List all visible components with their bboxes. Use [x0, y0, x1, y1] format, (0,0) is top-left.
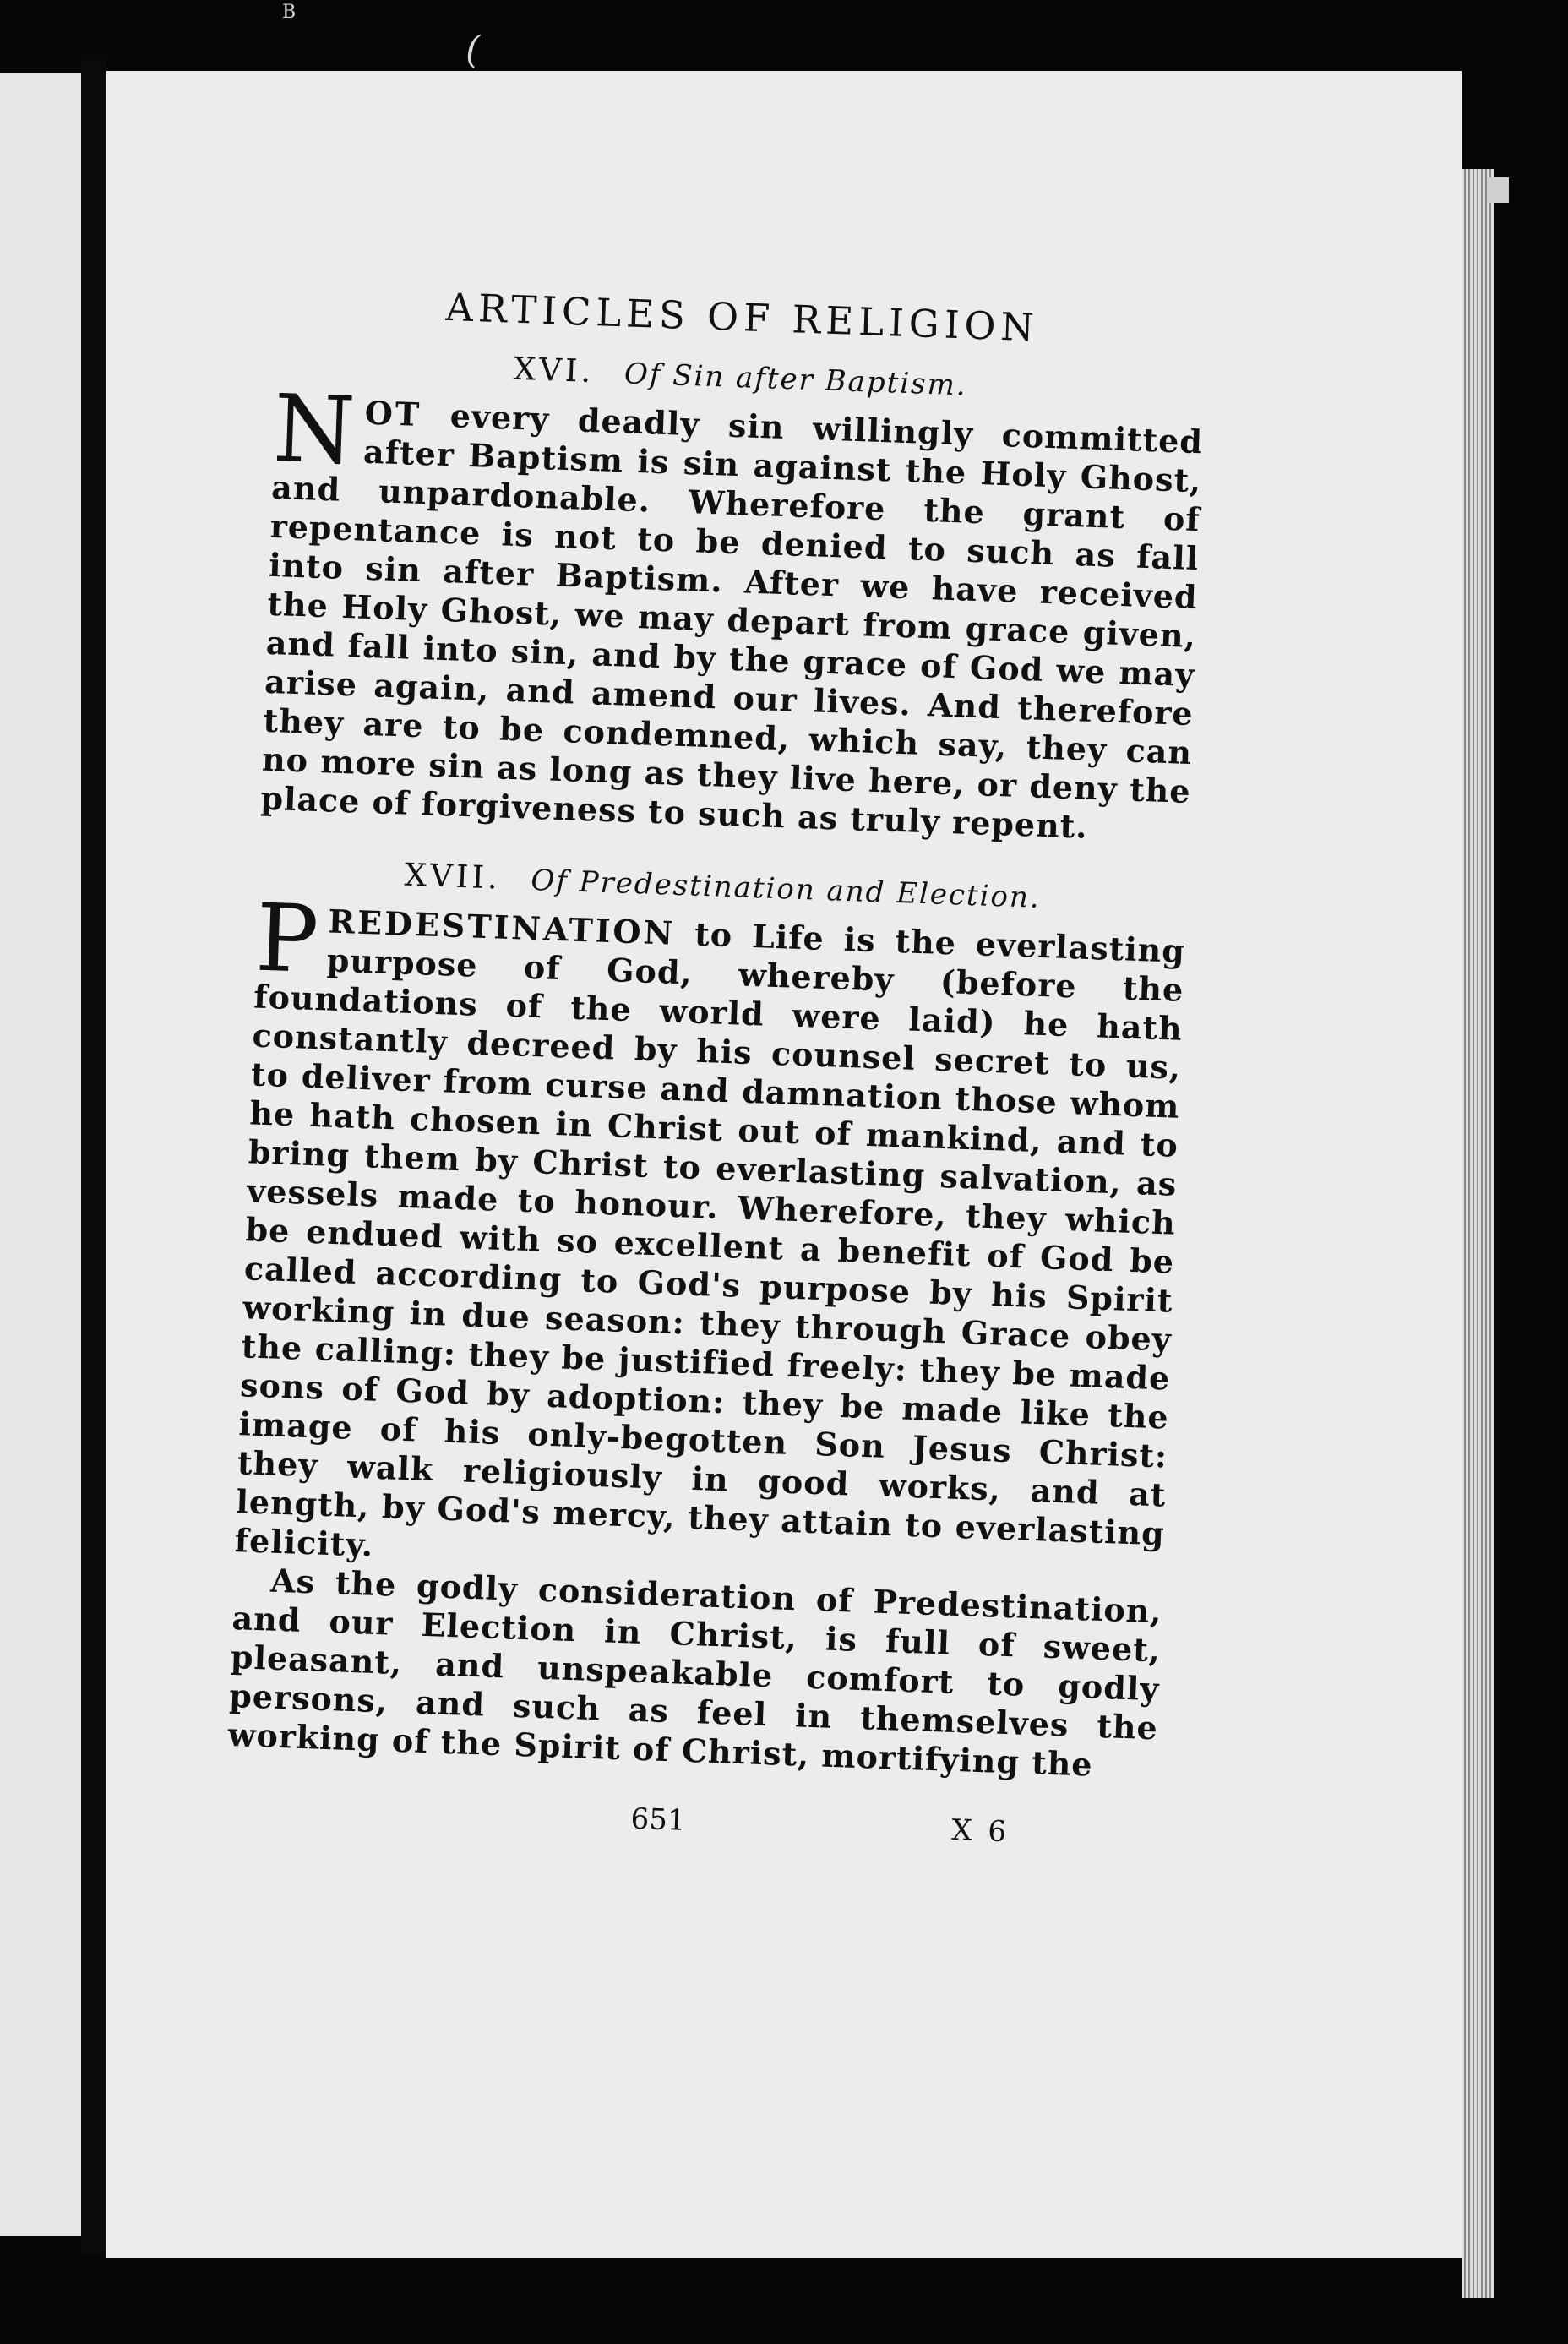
scan-mark-top: ( — [466, 29, 481, 72]
running-head: ARTICLES OF RELIGION — [444, 284, 1040, 351]
paragraph-text: to Life is the everlasting purpose of God, whereby (before the foundations of the world were laid) he hath constantly decreed by his counsel secret to us, to deliver from curse and damnation those whom he hath chosen in Christ out of mankind, and to bring them by Christ to everlasting salvation, as vessels made to honour. Wherefore, they which be endued with so excellent a benefit of God be called according to God's purpose by his Spirit working in due season: they through Grace obey the calling: they be justified freely: they be made sons of God by adoption: they be made like the image of his only-begotten Son Jesus Christ: they walk religiously in good works, and at length, by God's mercy, they attain to everlasting felicity. — [234, 914, 1186, 1564]
signature-mark: X 6 — [950, 1813, 1010, 1850]
page-content — [225, 279, 1207, 1862]
paragraph-text: every deadly sin willingly committed after Baptism is sin against the Holy Ghost, and unpardonable. Wherefore the grant of repentance is not to be denied to such as fall into sin after Baptism. After we have received the Holy Ghost, we may depart from grace given, and fall into sin, and by the grace of God we may arise again, and amend our lives. And therefore they are to be condemned, which say, they can no more sin as long as they live here, or deny the place of forgiveness to such as truly repent. — [259, 396, 1204, 846]
page-edges — [1462, 169, 1494, 2298]
lead-in: OT — [364, 393, 422, 433]
article-subtitle: Of Sin after Baptism. — [623, 357, 968, 403]
book-gutter — [81, 59, 106, 2256]
article-numeral: XVI. — [513, 350, 596, 390]
scan-mark-top-left: B — [282, 2, 297, 23]
article-xvii — [227, 852, 1188, 1787]
page-corner-fold — [1487, 177, 1509, 203]
article-subtitle: Of Predestination and Election. — [530, 863, 1042, 915]
article-numeral: XVII. — [404, 856, 502, 897]
drop-cap: N — [271, 373, 358, 486]
facing-page-edge — [0, 73, 81, 2236]
article-xvi — [260, 342, 1206, 850]
lead-in: REDESTINATION — [327, 902, 677, 952]
page-number: 651 — [629, 1802, 687, 1838]
drop-cap: P — [253, 883, 321, 995]
article-paragraph — [227, 1560, 1162, 1786]
paragraph-text: As the godly consideration of Predestination, and our Election in Christ, is full of sweet, pleasant, and unspeakable comfort to godly persons, and such as feel in themselves the working of the Spirit of Christ, mortifying the — [227, 1561, 1163, 1784]
